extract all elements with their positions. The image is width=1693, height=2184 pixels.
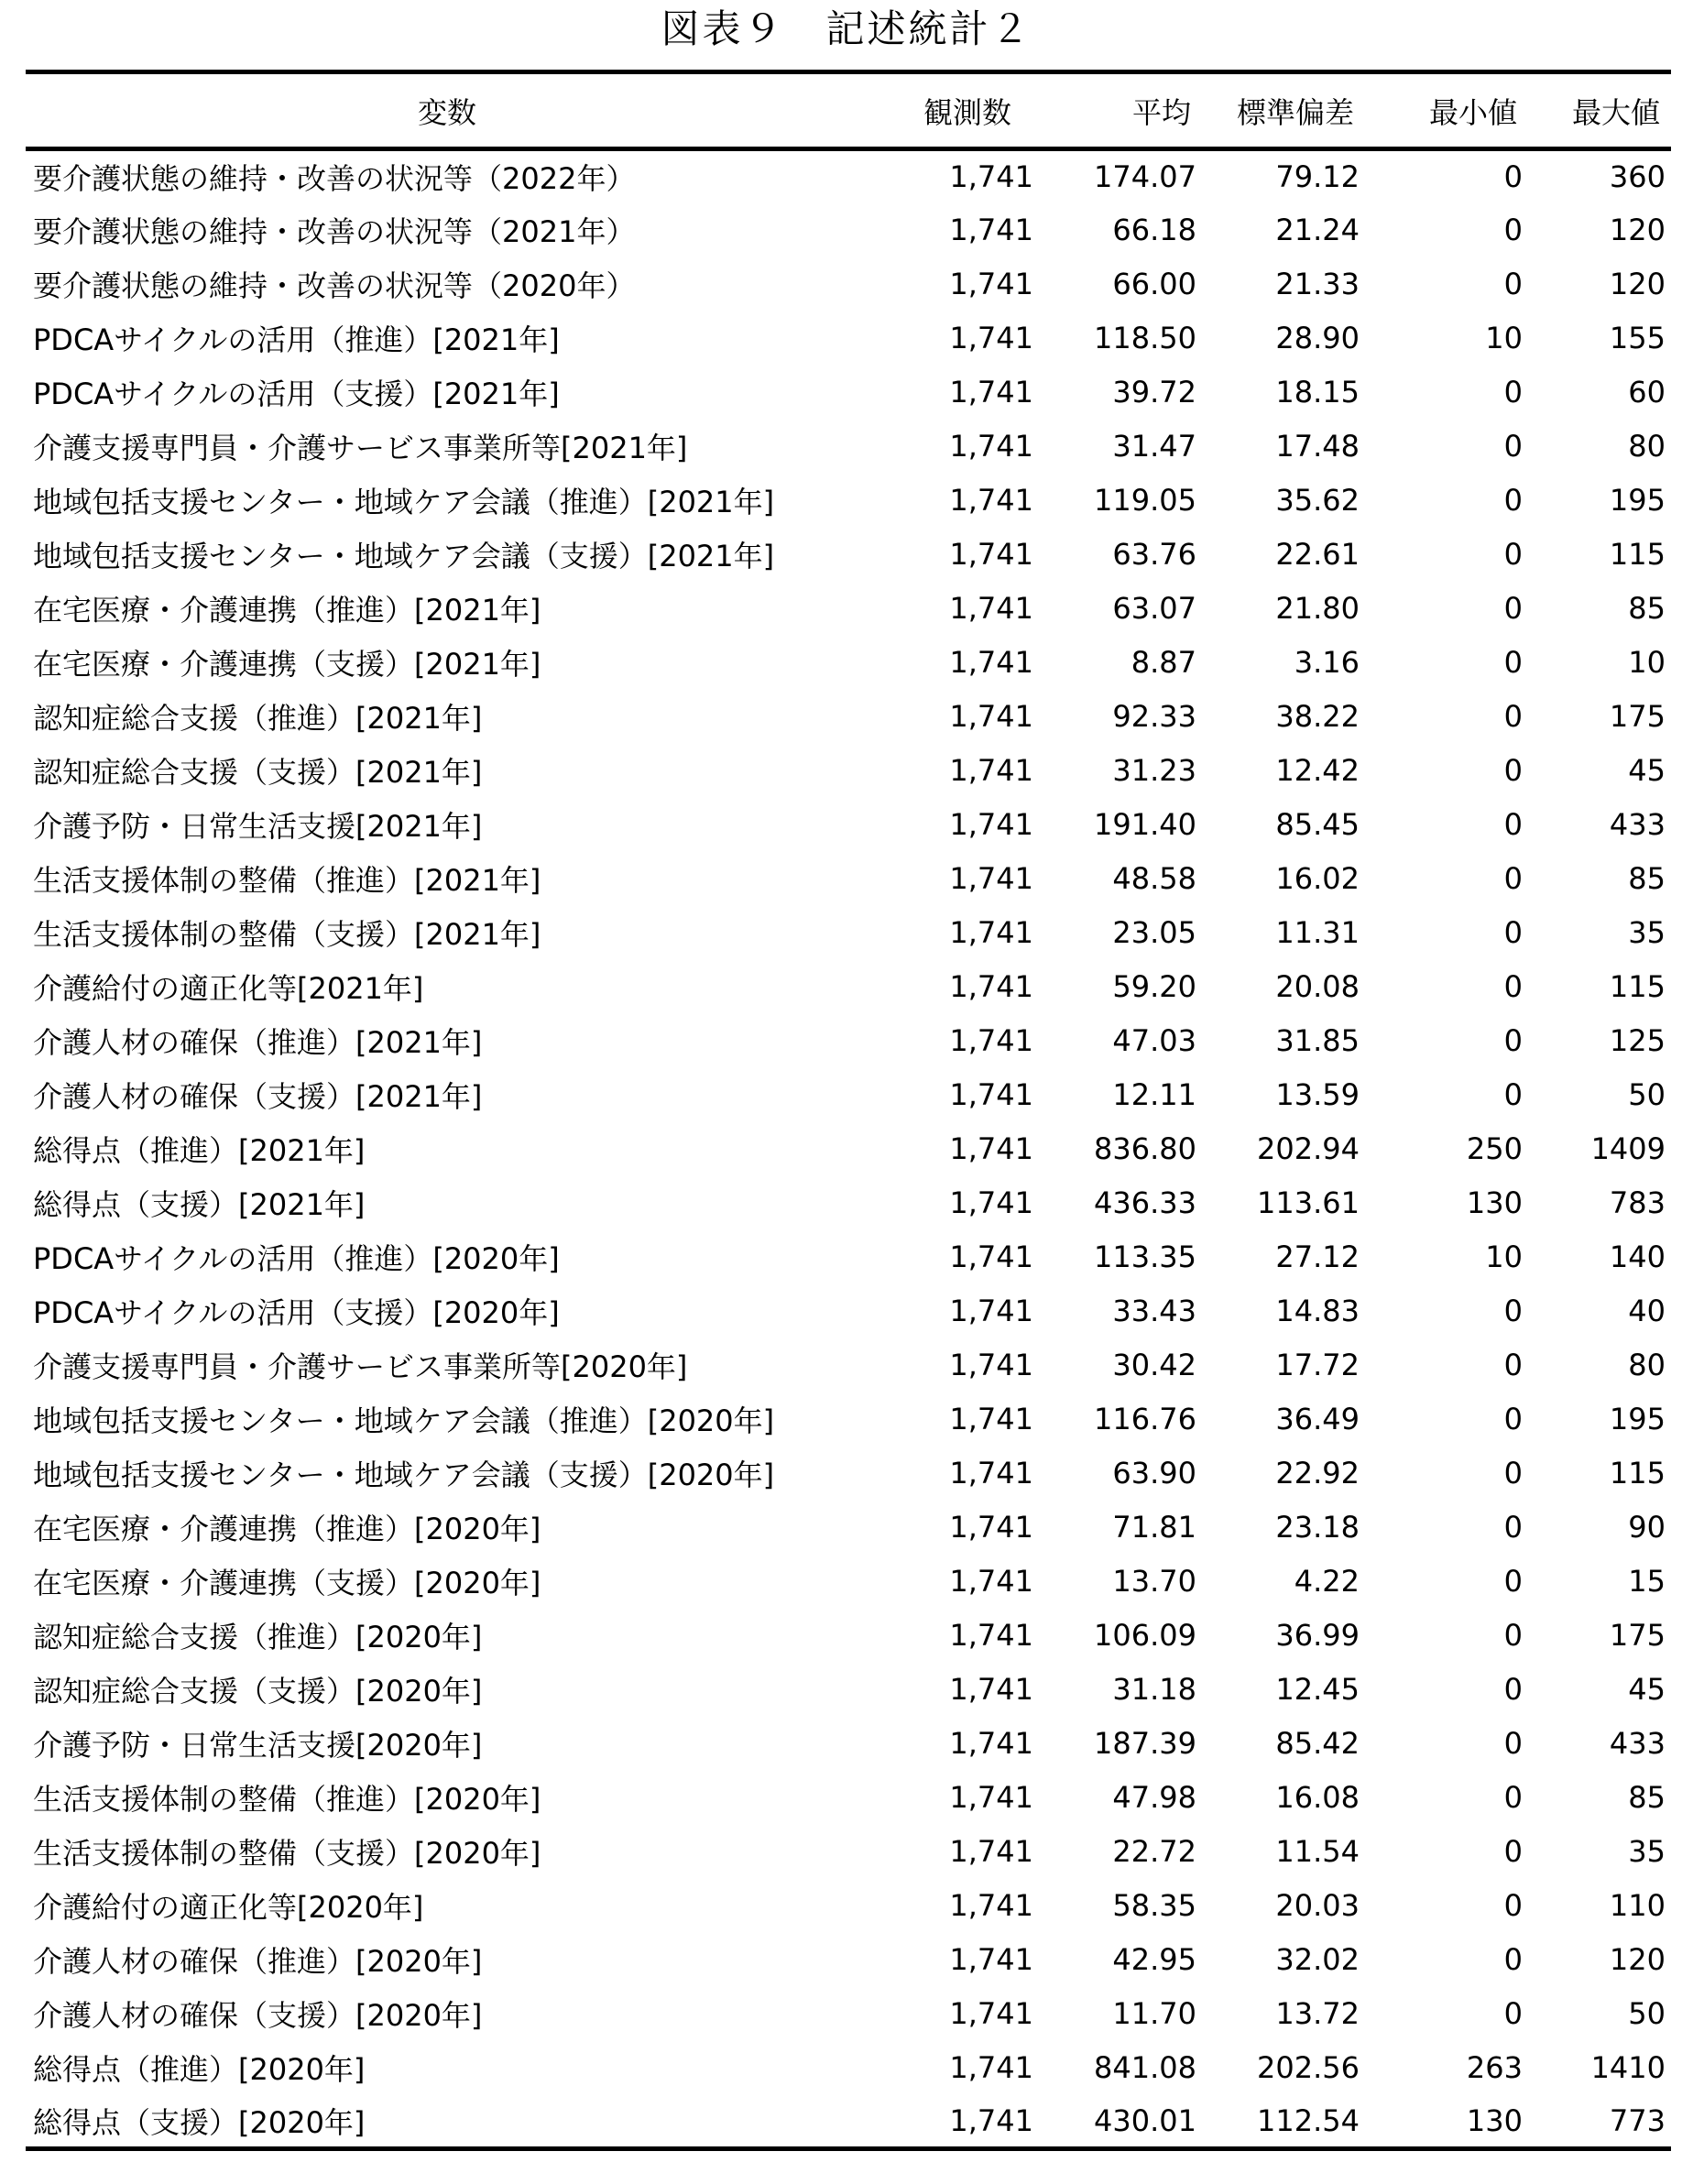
cell-std-dev: 18.15 [1275,375,1360,410]
cell-min: 0 [1503,1618,1523,1653]
cell-mean: 841.08 [1094,2050,1196,2085]
table-row [26,1447,1671,1501]
cell-mean: 106.09 [1094,1618,1196,1653]
cell-mean: 430.01 [1039,2095,1202,2149]
cell-observations: 1,741 [949,483,1033,518]
cell-min: 0 [1503,699,1523,734]
cell-min: 0 [1503,591,1523,626]
table-row [26,798,1671,852]
cell-observations: 1,741 [949,591,1033,626]
cell-observations: 1,741 [949,969,1033,1004]
cell-std-dev: 113.61 [1257,1185,1360,1220]
cell-observations: 1,741 [949,1834,1033,1869]
cell-max: 195 [1609,1402,1666,1436]
cell-min: 0 [1503,915,1523,950]
cell-min: 0 [1503,1023,1523,1058]
cell-max: 80 [1628,1348,1666,1382]
cell-variable: 在宅医療・介護連携（支援）[2020年] [33,1566,541,1600]
cell-std-dev: 22.61 [1275,537,1360,572]
cell-observations: 1,741 [949,1672,1033,1707]
cell-max: 125 [1609,1023,1666,1058]
cell-std-dev: 13.72 [1275,1996,1360,2031]
cell-min: 250 [1466,1131,1523,1166]
cell-min: 0 [1503,807,1523,842]
cell-std-dev: 202.56 [1257,2050,1360,2085]
cell-max: 115 [1609,537,1666,572]
cell-min: 10 [1485,321,1523,355]
cell-mean: 22.72 [1112,1834,1196,1869]
cell-variable: 地域包括支援センター・地域ケア会議（推進）[2020年] [33,1403,775,1438]
cell-variable: 地域包括支援センター・地域ケア会議（推進）[2021年] [33,485,775,519]
cell-variable: 介護人材の確保（推進）[2020年] [33,1944,483,1979]
cell-observations: 1,741 [949,861,1033,896]
cell-observations: 1,741 [949,1348,1033,1382]
cell-min: 0 [1503,1456,1523,1491]
cell-std-dev: 13.59 [1275,1077,1360,1112]
cell-variable: 介護支援専門員・介護サービス事業所等[2021年] [33,431,688,465]
column-header-observations: 観測数 [868,72,1039,149]
cell-mean: 33.43 [1112,1294,1196,1328]
cell-min: 0 [1503,1942,1523,1977]
cell-variable: 介護給付の適正化等[2021年] [33,971,424,1006]
cell-std-dev: 11.54 [1275,1834,1360,1869]
cell-variable: 生活支援体制の整備（推進）[2021年] [33,863,541,898]
cell-mean: 12.11 [1112,1077,1196,1112]
cell-observations: 1,741 [949,645,1033,680]
cell-variable: 総得点（推進）[2021年] [33,1133,366,1168]
cell-max: 175 [1609,1618,1666,1653]
cell-min: 0 [1503,753,1523,788]
table-row [26,1825,1671,1879]
cell-variable: 介護人材の確保（支援）[2021年] [33,1079,483,1114]
cell-max: 35 [1628,915,1666,950]
cell-variable: 介護給付の適正化等[2020年] [33,1890,424,1925]
cell-std-dev: 36.99 [1275,1618,1360,1653]
cell-min: 0 [1503,969,1523,1004]
cell-std-dev: 16.02 [1275,861,1360,896]
cell-observations: 1,741 [949,807,1033,842]
cell-mean: 8.87 [1130,645,1196,680]
cell-observations: 1,741 [949,1023,1033,1058]
cell-std-dev: 21.80 [1275,591,1360,626]
cell-max: 115 [1609,1456,1666,1491]
table-body [26,149,1671,2149]
cell-mean: 63.90 [1112,1456,1196,1491]
cell-std-dev: 4.22 [1294,1564,1360,1599]
cell-min: 0 [1503,1077,1523,1112]
cell-variable: 在宅医療・介護連携（推進）[2020年] [33,1512,541,1546]
cell-mean: 31.18 [1112,1672,1196,1707]
cell-std-dev: 21.33 [1275,267,1360,301]
cell-observations: 1,741 [949,1726,1033,1761]
cell-max: 783 [1609,1185,1666,1220]
cell-max: 433 [1609,807,1666,842]
cell-mean: 71.81 [1112,1510,1196,1545]
cell-min: 0 [1503,1888,1523,1923]
cell-mean: 47.03 [1112,1023,1196,1058]
cell-mean: 191.40 [1094,807,1196,842]
cell-max: 110 [1609,1888,1666,1923]
cell-min: 0 [1503,267,1523,301]
cell-std-dev: 31.85 [1275,1023,1360,1058]
table-row [26,1987,1671,2041]
cell-variable: PDCAサイクルの活用（支援）[2021年] [33,377,560,411]
cell-max: 10 [1628,645,1666,680]
table-row [26,1068,1671,1122]
cell-observations: 1,741 [949,375,1033,410]
cell-max: 773 [1528,2095,1671,2149]
table-row [26,636,1671,690]
cell-max: 50 [1628,1996,1666,2031]
cell-observations: 1,741 [949,1402,1033,1436]
cell-observations: 1,741 [949,1456,1033,1491]
cell-std-dev: 38.22 [1275,699,1360,734]
table-row [26,1230,1671,1284]
cell-mean: 31.23 [1112,753,1196,788]
cell-min: 0 [1503,375,1523,410]
cell-max: 195 [1609,483,1666,518]
cell-mean: 11.70 [1112,1996,1196,2031]
cell-variable: PDCAサイクルの活用（推進）[2021年] [33,322,560,357]
cell-observations: 1,741 [949,1077,1033,1112]
cell-std-dev: 12.45 [1275,1672,1360,1707]
cell-mean: 47.98 [1112,1780,1196,1815]
cell-min: 0 [1503,1348,1523,1382]
cell-variable: 在宅医療・介護連携（推進）[2021年] [33,593,541,628]
cell-variable: 要介護状態の維持・改善の状況等（2022年） [33,161,636,197]
table-row [26,1771,1671,1825]
cell-variable: 介護支援専門員・介護サービス事業所等[2020年] [33,1349,688,1384]
cell-variable: 生活支援体制の整備（推進）[2020年] [33,1782,541,1817]
table-row [26,1122,1671,1176]
cell-mean: 13.70 [1112,1564,1196,1599]
cell-std-dev: 22.92 [1275,1456,1360,1491]
column-header-mean: 平均 [1039,72,1202,149]
cell-max: 15 [1628,1564,1666,1599]
table-row [26,582,1671,636]
cell-mean: 42.95 [1112,1942,1196,1977]
cell-observations: 1,741 [949,699,1033,734]
cell-observations: 1,741 [949,1510,1033,1545]
table-row [26,1555,1671,1609]
cell-std-dev: 21.24 [1275,213,1360,247]
cell-variable: 認知症総合支援（推進）[2020年] [33,1620,483,1654]
cell-observations: 1,741 [949,159,1033,195]
table-row [26,1933,1671,1987]
cell-max: 120 [1609,1942,1666,1977]
cell-mean: 31.47 [1112,429,1196,464]
cell-min: 130 [1466,1185,1523,1220]
table-row [26,528,1671,582]
cell-max: 45 [1628,1672,1666,1707]
cell-observations: 1,741 [949,321,1033,355]
cell-min: 0 [1503,1834,1523,1869]
cell-mean: 58.35 [1112,1888,1196,1923]
cell-max: 85 [1628,861,1666,896]
table-header [26,72,1671,149]
cell-mean: 63.07 [1112,591,1196,626]
cell-mean: 92.33 [1112,699,1196,734]
cell-mean: 30.42 [1112,1348,1196,1382]
cell-variable: 地域包括支援センター・地域ケア会議（支援）[2021年] [33,539,775,573]
cell-mean: 23.05 [1112,915,1196,950]
cell-std-dev: 17.48 [1275,429,1360,464]
table-row [26,744,1671,798]
column-header-min: 最小値 [1365,72,1528,149]
cell-max: 45 [1628,753,1666,788]
cell-max: 35 [1628,1834,1666,1869]
cell-min: 0 [1503,1780,1523,1815]
cell-observations: 1,741 [949,1564,1033,1599]
cell-variable: 認知症総合支援（支援）[2020年] [33,1674,483,1709]
column-header-variable: 変数 [26,72,868,149]
table-row [26,203,1671,257]
table-row [26,1879,1671,1933]
cell-observations: 1,741 [949,1294,1033,1328]
cell-mean: 113.35 [1094,1239,1196,1274]
cell-variable: 要介護状態の維持・改善の状況等（2020年） [33,268,636,303]
cell-variable: 総得点（支援）[2021年] [33,1187,366,1222]
cell-max: 40 [1628,1294,1666,1328]
cell-min: 0 [1503,213,1523,247]
cell-variable: 介護人材の確保（支援）[2020年] [33,1998,483,2033]
cell-std-dev: 32.02 [1275,1942,1360,1977]
cell-max: 80 [1628,429,1666,464]
table-row [26,1338,1671,1392]
cell-std-dev: 36.49 [1275,1402,1360,1436]
cell-mean: 187.39 [1094,1726,1196,1761]
cell-std-dev: 3.16 [1294,645,1360,680]
cell-variable: 認知症総合支援（推進）[2021年] [33,701,483,736]
table-row [26,1501,1671,1555]
cell-min: 0 [1503,1672,1523,1707]
table-row [26,149,1671,203]
cell-min: 0 [1503,429,1523,464]
cell-std-dev: 27.12 [1275,1239,1360,1274]
cell-variable: 在宅医療・介護連携（支援）[2021年] [33,647,541,682]
cell-min: 263 [1466,2050,1523,2085]
table-row [26,1663,1671,1717]
table-row [26,1717,1671,1771]
cell-observations: 1,741 [949,1888,1033,1923]
cell-mean: 63.76 [1112,537,1196,572]
cell-mean: 66.00 [1112,267,1196,301]
cell-variable: 生活支援体制の整備（支援）[2020年] [33,1836,541,1871]
cell-std-dev: 20.08 [1275,969,1360,1004]
cell-mean: 48.58 [1112,861,1196,896]
cell-std-dev: 12.42 [1275,753,1360,788]
cell-min: 0 [1503,1996,1523,2031]
cell-observations: 1,741 [949,429,1033,464]
cell-max: 1410 [1590,2050,1666,2085]
table-row [26,852,1671,906]
cell-variable: PDCAサイクルの活用（推進）[2020年] [33,1241,560,1276]
cell-max: 50 [1628,1077,1666,1112]
cell-observations: 1,741 [949,915,1033,950]
cell-variable: 介護人材の確保（推進）[2021年] [33,1025,483,1060]
cell-max: 433 [1609,1726,1666,1761]
table-row [26,906,1671,960]
cell-min: 0 [1503,1510,1523,1545]
cell-observations: 1,741 [868,2095,1039,2149]
table-row [26,1392,1671,1447]
cell-variable: PDCAサイクルの活用（支援）[2020年] [33,1295,560,1330]
table-row [26,1014,1671,1068]
cell-observations: 1,741 [949,1131,1033,1166]
cell-min: 130 [1365,2095,1528,2149]
cell-max: 360 [1609,159,1666,195]
cell-std-dev: 23.18 [1275,1510,1360,1545]
cell-observations: 1,741 [949,1996,1033,2031]
cell-mean: 119.05 [1094,483,1196,518]
cell-min: 0 [1503,1402,1523,1436]
cell-max: 115 [1609,969,1666,1004]
cell-std-dev: 16.08 [1275,1780,1360,1815]
table-row [26,366,1671,420]
page-title: 図表９ 記述統計２ [661,6,1032,51]
column-header-std-dev: 標準偏差 [1202,72,1365,149]
cell-max: 60 [1628,375,1666,410]
cell-observations: 1,741 [949,753,1033,788]
cell-mean: 174.07 [1094,159,1196,195]
cell-observations: 1,741 [949,537,1033,572]
cell-max: 120 [1609,213,1666,247]
cell-min: 0 [1503,537,1523,572]
cell-mean: 116.76 [1094,1402,1196,1436]
cell-std-dev: 14.83 [1275,1294,1360,1328]
cell-mean: 436.33 [1094,1185,1196,1220]
cell-variable: 地域包括支援センター・地域ケア会議（支援）[2020年] [33,1458,775,1492]
cell-variable: 総得点（推進）[2020年] [33,2052,366,2087]
cell-std-dev: 28.90 [1275,321,1360,355]
cell-std-dev: 85.42 [1275,1726,1360,1761]
table-row [26,1284,1671,1338]
cell-max: 140 [1609,1239,1666,1274]
cell-min: 0 [1503,861,1523,896]
table-row [26,2041,1671,2095]
cell-min: 10 [1485,1239,1523,1274]
cell-min: 0 [1503,159,1523,195]
cell-std-dev: 11.31 [1275,915,1360,950]
cell-min: 0 [1503,1564,1523,1599]
cell-variable: 要介護状態の維持・改善の状況等（2021年） [33,214,636,249]
table-row [26,474,1671,528]
table-row [26,690,1671,744]
cell-mean: 39.72 [1112,375,1196,410]
cell-observations: 1,741 [949,2050,1033,2085]
table-row [26,420,1671,474]
cell-max: 175 [1609,699,1666,734]
cell-max: 1409 [1590,1131,1666,1166]
cell-std-dev: 35.62 [1275,483,1360,518]
cell-mean: 59.20 [1112,969,1196,1004]
cell-min: 0 [1503,1726,1523,1761]
table-row [26,311,1671,366]
cell-variable: 生活支援体制の整備（支援）[2021年] [33,917,541,952]
column-header-max: 最大値 [1528,72,1671,149]
cell-observations: 1,741 [949,267,1033,301]
table-row [26,1176,1671,1230]
cell-std-dev: 20.03 [1275,1888,1360,1923]
cell-variable: 介護予防・日常生活支援[2020年] [33,1728,483,1763]
cell-observations: 1,741 [949,1942,1033,1977]
cell-mean: 118.50 [1094,321,1196,355]
table-row [26,2095,1671,2149]
cell-std-dev: 112.54 [1202,2095,1365,2149]
cell-std-dev: 202.94 [1257,1131,1360,1166]
header-row [26,72,1671,149]
cell-variable: 介護予防・日常生活支援[2021年] [33,809,483,844]
cell-observations: 1,741 [949,1239,1033,1274]
cell-max: 155 [1609,321,1666,355]
cell-min: 0 [1503,1294,1523,1328]
cell-variable: 認知症総合支援（支援）[2021年] [33,755,483,790]
cell-max: 90 [1628,1510,1666,1545]
cell-observations: 1,741 [949,1185,1033,1220]
cell-mean: 836.80 [1094,1131,1196,1166]
table-row [26,960,1671,1014]
cell-min: 0 [1503,645,1523,680]
cell-max: 120 [1609,267,1666,301]
cell-max: 85 [1628,591,1666,626]
cell-min: 0 [1503,483,1523,518]
cell-max: 85 [1628,1780,1666,1815]
cell-observations: 1,741 [949,1780,1033,1815]
descriptive-statistics-table [26,70,1671,2151]
cell-std-dev: 17.72 [1275,1348,1360,1382]
cell-variable: 総得点（支援）[2020年] [26,2095,868,2149]
table-row [26,1609,1671,1663]
cell-std-dev: 85.45 [1275,807,1360,842]
cell-observations: 1,741 [949,1618,1033,1653]
table-row [26,257,1671,311]
cell-mean: 66.18 [1112,213,1196,247]
cell-observations: 1,741 [949,213,1033,247]
cell-std-dev: 79.12 [1275,159,1360,195]
